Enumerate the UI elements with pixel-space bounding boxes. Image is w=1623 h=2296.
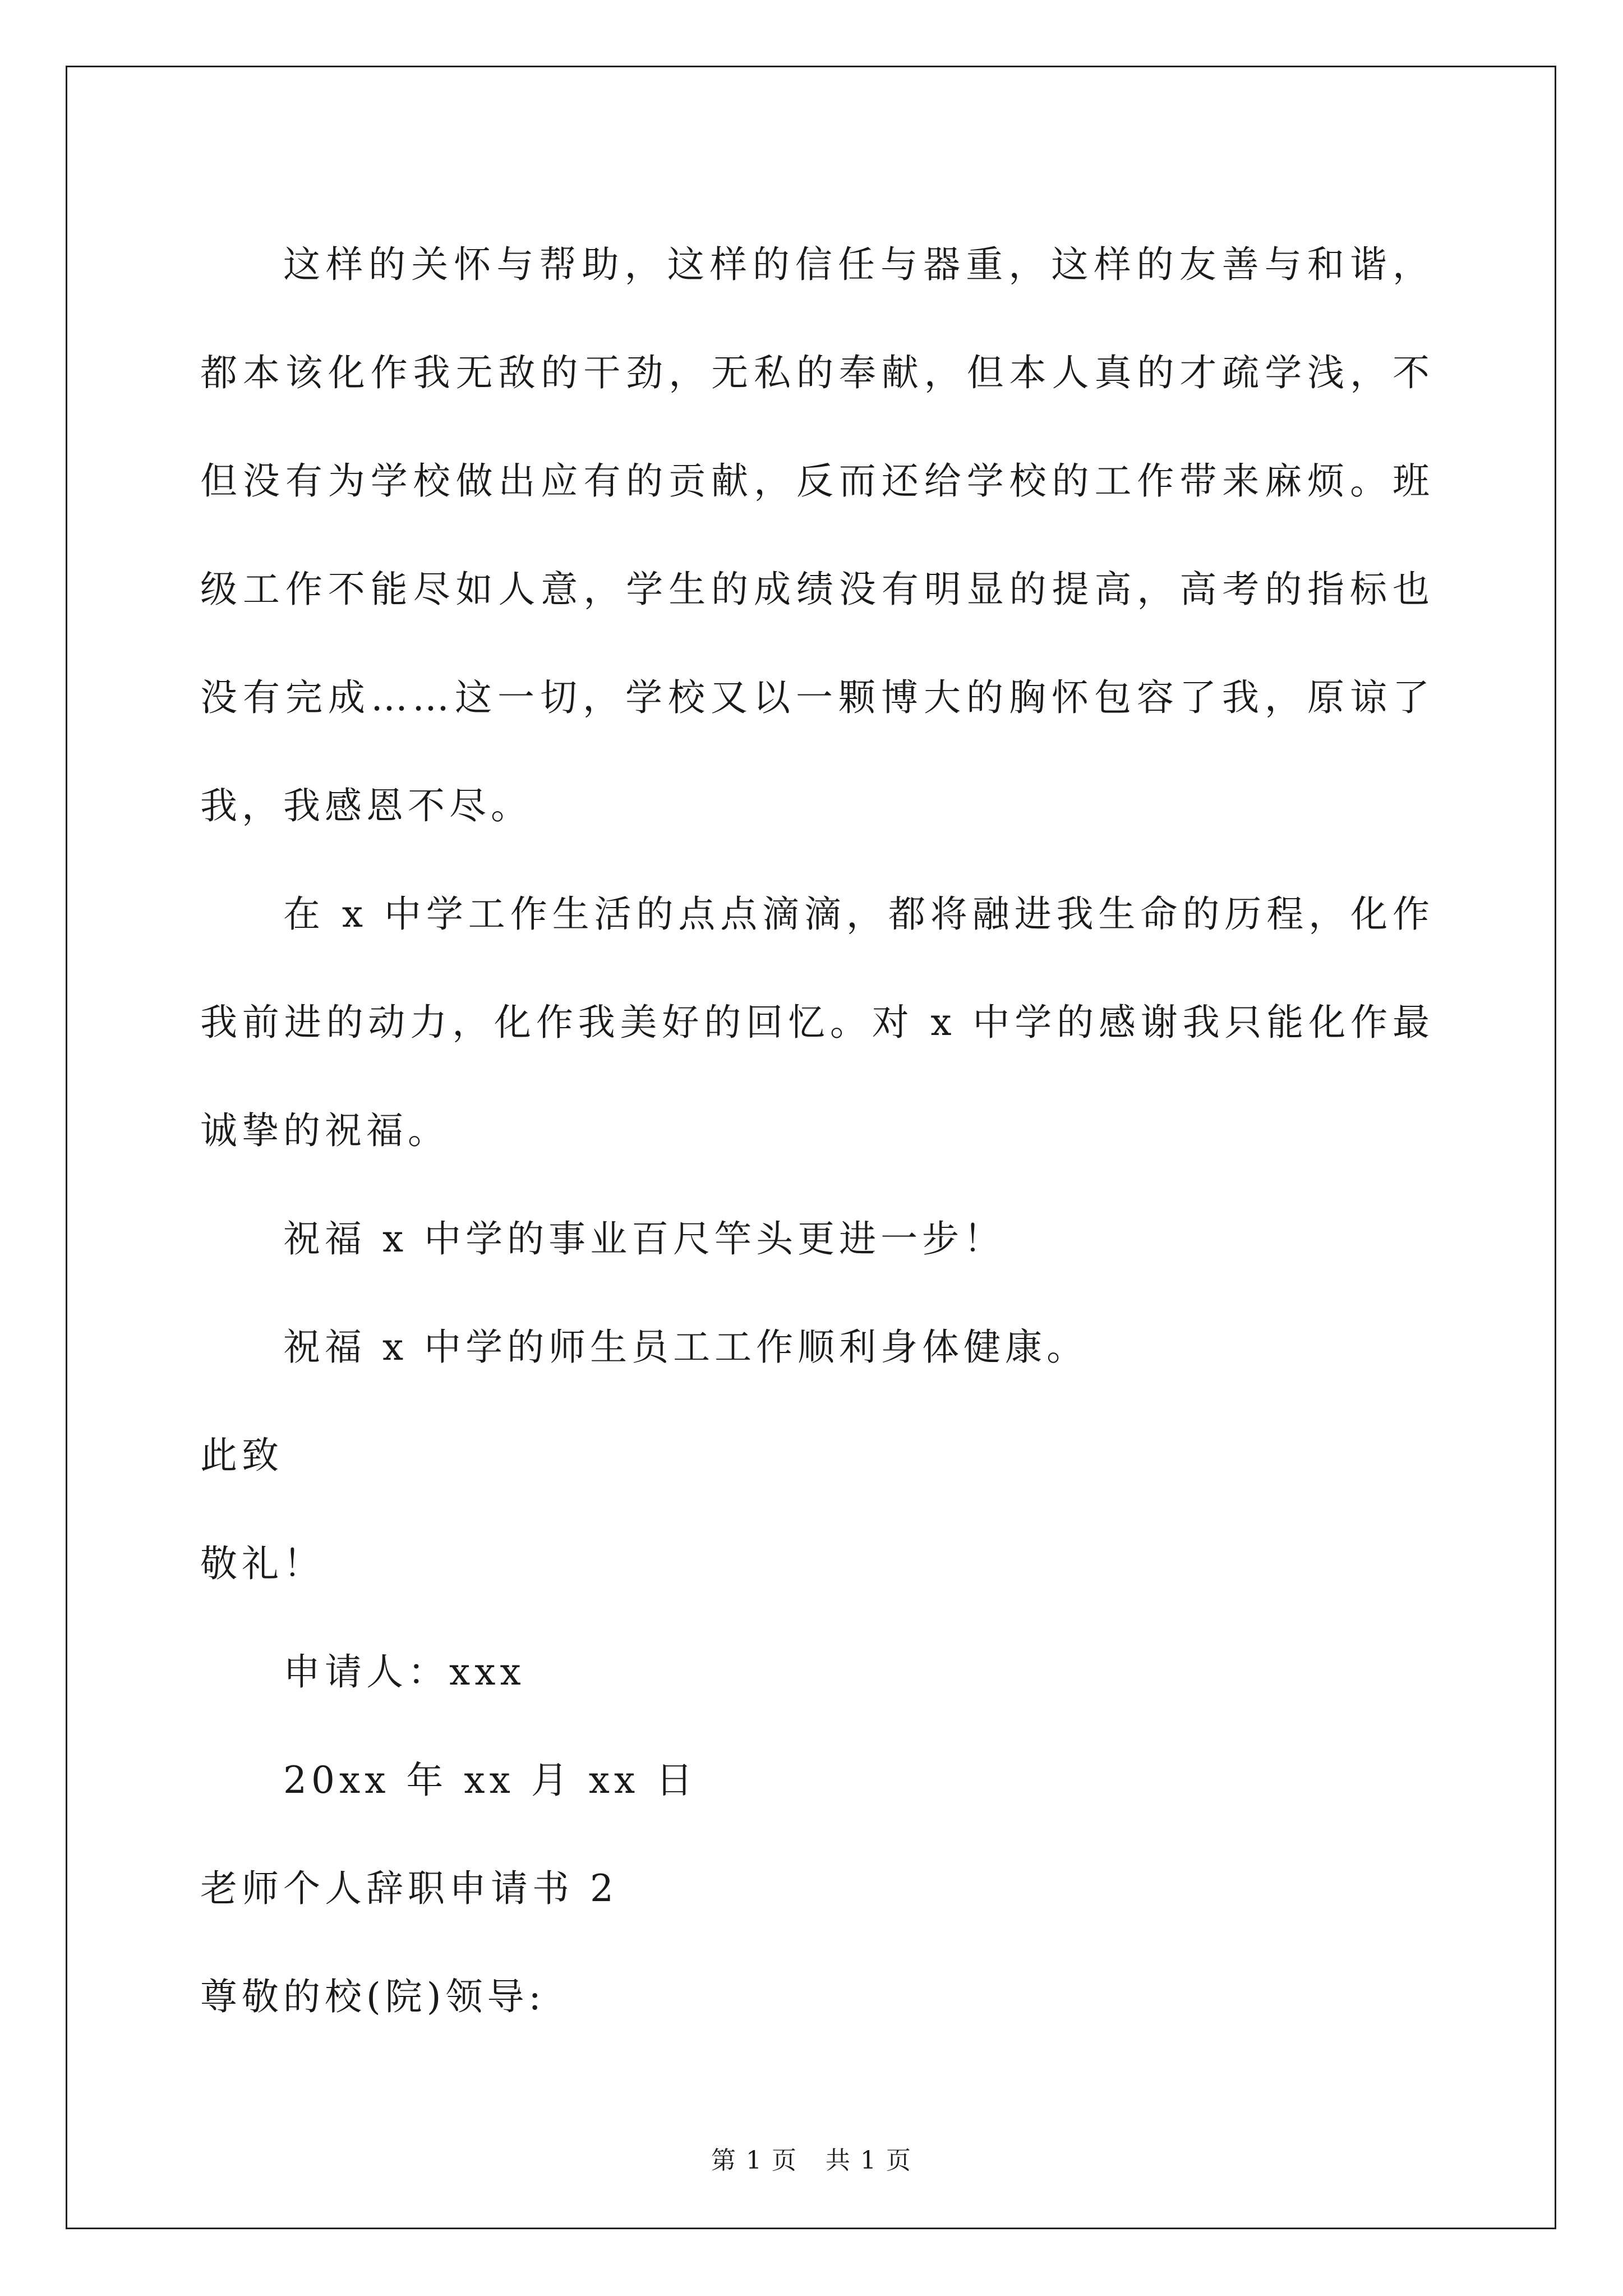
page-footer (0, 2144, 1623, 2178)
closing-salute: 敬礼！ (200, 1542, 325, 1585)
signature-date: 20xx 年 xx 月 xx 日 (283, 1759, 698, 1802)
section-title: 老师个人辞职申请书 2 (200, 1867, 618, 1910)
paragraph-memories: 在 x 中学工作生活的点点滴滴，都将融进我生命的历程，化作我前进的动力，化作我美好的回忆。对 x 中学的感谢我只能化作最诚挚的祝福。 (200, 892, 1434, 1152)
paragraph-gratitude: 这样的关怀与帮助，这样的信任与器重，这样的友善与和谐，都本该化作我无敌的干劲，无私的奉献，但本人真的才疏学浅，不但没有为学校做出应有的贡献，反而还给学校的工作带来麻烦。班级工作不能尽如人意，学生的成绩没有明显的提高，高考的指标也没有完成……这一切，学校又以一颗博大的胸怀包容了我，原谅了我，我感恩不尽。 (200, 243, 1434, 827)
applicant-signature: 申请人：xxx (283, 1650, 525, 1694)
closing-greeting: 此致 (200, 1434, 283, 1477)
paragraph-blessing-career: 祝福 x 中学的事业百尺竿头更进一步！ (283, 1217, 1006, 1260)
salutation: 尊敬的校(院)领导: (200, 1975, 546, 2018)
page-number: 第 1 页 (711, 2146, 797, 2175)
page-total: 共 1 页 (826, 2146, 912, 2175)
paragraph-blessing-staff: 祝福 x 中学的师生员工工作顺利身体健康。 (283, 1326, 1089, 1369)
document-body (200, 210, 1434, 2051)
